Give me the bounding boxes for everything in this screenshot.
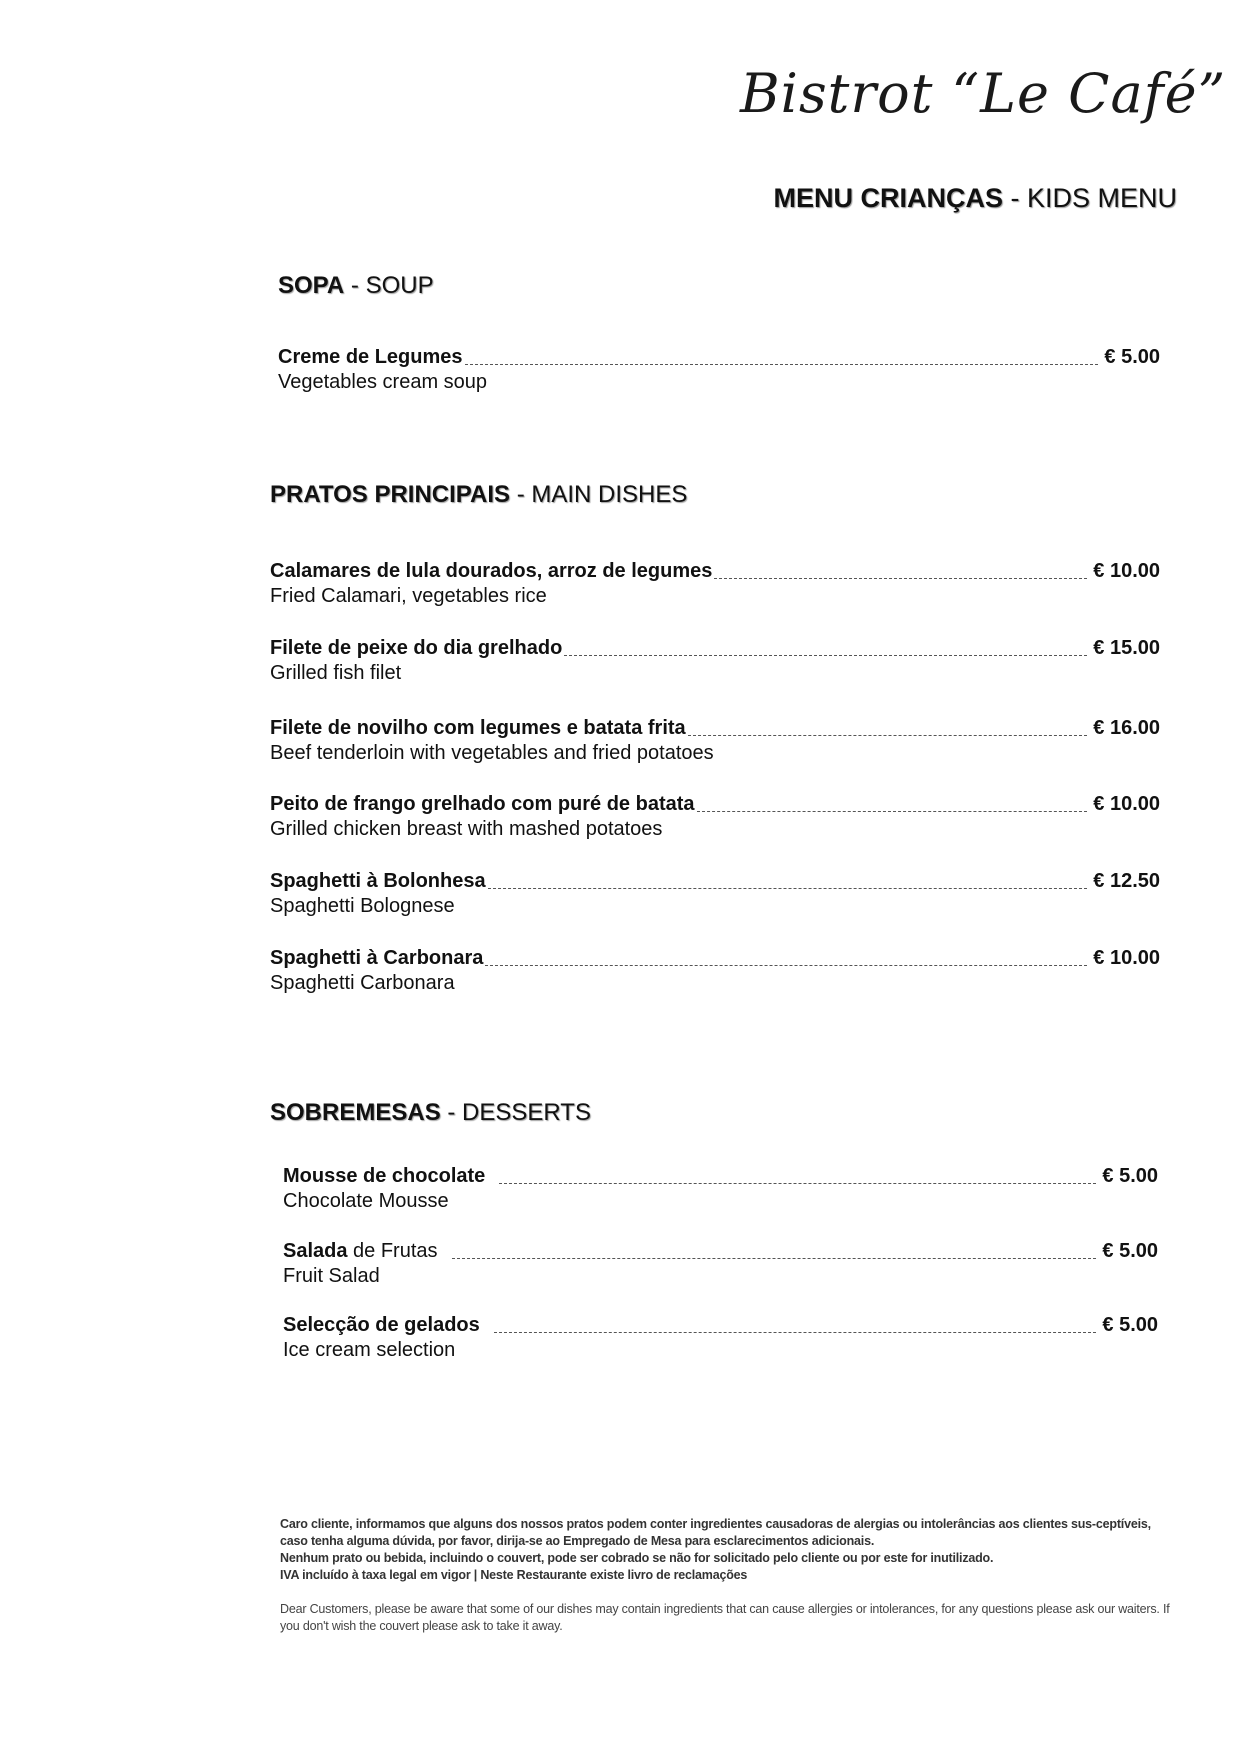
item-name-en: Fried Calamari, vegetables rice [270, 585, 547, 607]
item-name-en: Vegetables cream soup [278, 371, 488, 393]
item-price: € 5.00 [1102, 1240, 1158, 1262]
item-name-en: Beef tenderloin with vegetables and fried potatoes [270, 742, 714, 764]
dotted-leader [452, 1257, 1097, 1259]
item-price: € 16.00 [1093, 717, 1160, 739]
item-name-pt: Selecção de gelados [283, 1314, 480, 1336]
section-title-pt: SOBREMESAS [270, 1099, 441, 1126]
dotted-leader [465, 363, 1099, 365]
dotted-leader [499, 1182, 1096, 1184]
section-title-pt: PRATOS PRINCIPAIS [270, 481, 511, 508]
item-name-pt: Creme de Legumes [278, 346, 463, 368]
item-name-en: Ice cream selection [283, 1339, 456, 1361]
section-title-sep: - [344, 272, 366, 299]
menu-item-desserts-0 [283, 1164, 1158, 1220]
menu-item-soup-0 [278, 345, 1160, 401]
item-name-en: Spaghetti Bolognese [270, 895, 455, 917]
dotted-leader [564, 654, 1087, 656]
section-title-sep: - [510, 481, 532, 508]
menu-title-pt: MENU CRIANÇAS [773, 183, 1003, 213]
item-name-pt: Calamares de lula dourados, arroz de legumes [270, 560, 713, 582]
menu-item-mains-2 [270, 716, 1160, 772]
notice-line-pt: Caro cliente, informamos que alguns dos nossos pratos podem conter ingredientes causadoras de alergias ou intolerâncias aos clientes sus-ceptíveis, [280, 1517, 1151, 1531]
item-price: € 12.50 [1093, 870, 1160, 892]
section-heading-desserts [270, 1099, 591, 1127]
notice-en: Dear Customers, please be aware that some of our dishes may contain ingredients that can cause allergies or intolerances, for any questions please ask our waiters. If you don't wish the couvert please ask to take it away. [280, 1602, 1170, 1633]
menu-title-sep: - [1002, 183, 1027, 213]
item-name-pt: Filete de peixe do dia grelhado [270, 637, 563, 659]
section-title-en: SOUP [365, 272, 434, 299]
item-name-pt-rest: de Frutas [347, 1240, 438, 1262]
menu-item-desserts-2 [283, 1313, 1158, 1369]
item-price: € 15.00 [1093, 637, 1160, 659]
menu-item-mains-0 [270, 559, 1160, 615]
menu-title [773, 183, 1177, 214]
item-price: € 10.00 [1093, 560, 1160, 582]
allergen-notice [280, 1516, 1170, 1635]
item-name-en: Fruit Salad [283, 1265, 380, 1287]
item-name-en: Grilled chicken breast with mashed potatoes [270, 818, 663, 840]
item-name-pt: Filete de novilho com legumes e batata frita [270, 717, 686, 739]
notice-line-pt: caso tenha alguma dúvida, por favor, dirija-se ao Empregado de Mesa para esclarecimentos adicionais. [280, 1534, 875, 1548]
item-price: € 10.00 [1093, 793, 1160, 815]
item-name-en: Grilled fish filet [270, 662, 402, 684]
item-name-pt-bold: Salada [283, 1240, 348, 1262]
notice-line-pt: IVA incluído à taxa legal em vigor | Neste Restaurante existe livro de reclamações [280, 1568, 748, 1582]
section-heading-mains [270, 481, 687, 509]
item-name-pt: Peito de frango grelhado com puré de batata [270, 793, 695, 815]
item-price: € 5.00 [1102, 1165, 1158, 1187]
dotted-leader [488, 887, 1088, 889]
item-price: € 5.00 [1104, 346, 1160, 368]
dotted-leader [697, 810, 1088, 812]
item-name-en: Spaghetti Carbonara [270, 972, 455, 994]
section-title-sep: - [440, 1099, 463, 1126]
restaurant-logo: Bistrot “Le Café” [740, 62, 1227, 125]
item-name-pt: Spaghetti à Bolonhesa [270, 870, 486, 892]
section-heading-soup [278, 272, 434, 300]
item-price: € 5.00 [1102, 1314, 1158, 1336]
item-name-pt [283, 1239, 438, 1263]
menu-item-mains-4 [270, 869, 1160, 925]
dotted-leader [485, 964, 1087, 966]
menu-item-mains-3 [270, 792, 1160, 848]
notice-line-pt: Nenhum prato ou bebida, incluindo o couvert, pode ser cobrado se não for solicitado pelo cliente ou por este for inutilizado. [280, 1551, 994, 1565]
menu-title-en: KIDS MENU [1026, 183, 1177, 213]
menu-item-desserts-1 [283, 1239, 1158, 1295]
item-price: € 10.00 [1093, 947, 1160, 969]
section-title-en: DESSERTS [462, 1099, 591, 1126]
dotted-leader [494, 1331, 1097, 1333]
dotted-leader [688, 734, 1088, 736]
item-name-pt: Spaghetti à Carbonara [270, 947, 484, 969]
item-name-en: Chocolate Mousse [283, 1190, 449, 1212]
dotted-leader [714, 577, 1087, 579]
section-title-pt: SOPA [278, 272, 345, 299]
section-title-en: MAIN DISHES [531, 481, 688, 508]
item-name-pt: Mousse de chocolate [283, 1165, 486, 1187]
menu-item-mains-5 [270, 946, 1160, 1002]
menu-item-mains-1 [270, 636, 1160, 692]
